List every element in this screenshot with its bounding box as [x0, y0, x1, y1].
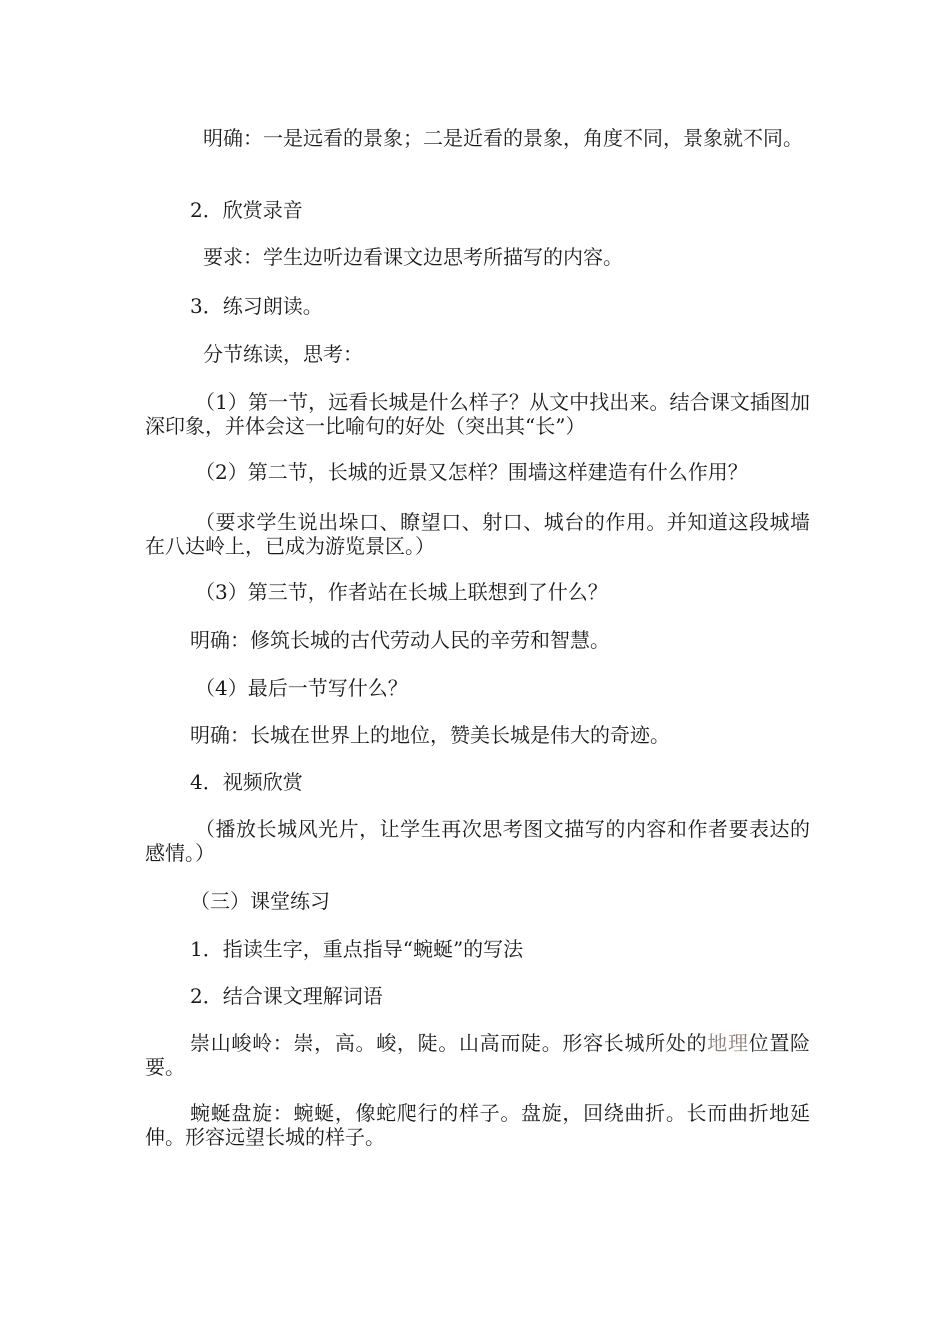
paragraph-term-chongshan — [145, 1031, 810, 1079]
paragraph-clarify-labor: 明确：修筑长城的古代劳动人民的辛劳和智慧。 — [190, 628, 610, 652]
paragraph-section-1: （1）第一节，远看长城是什么样子？从文中找出来。结合课文插图加深印象，并体会这一比喻句的好处（突出其“长”） — [145, 390, 810, 438]
paragraph-term-wanyan: 蜿蜒盘旋：蜿蜒，像蛇爬行的样子。盘旋，回绕曲折。长而曲折地延伸。形容远望长城的样子。 — [145, 1101, 810, 1149]
paragraph-section-2-note: （要求学生说出垛口、瞭望口、射口、城台的作用。并知道这段城墙在八达岭上，已成为游览景区。） — [145, 510, 810, 558]
paragraph-section-4: （4）最后一节写什么？ — [195, 676, 408, 700]
paragraph-video-note: （播放长城风光片，让学生再次思考图文描写的内容和作者要表达的感情。） — [145, 817, 810, 865]
paragraph-practice-2: 2．结合课文理解词语 — [190, 984, 383, 1008]
term-chongshan-text: 崇山峻岭：崇，高。峻，陡。山高而陡。形容长城所处的 — [190, 1031, 708, 1055]
paragraph-clarify-views: 明确：一是远看的景象；二是近看的景象，角度不同，景象就不同。 — [203, 126, 803, 150]
paragraph-section-3: （3）第三节，作者站在长城上联想到了什么？ — [195, 580, 608, 604]
paragraph-section-reading: 分节练读，思考： — [203, 342, 363, 366]
paragraph-requirement: 要求：学生边听边看课文边思考所描写的内容。 — [203, 245, 623, 269]
heading-listen-recording: 2．欣赏录音 — [190, 198, 303, 222]
term-chongshan-end: 位置险要。 — [145, 1031, 811, 1079]
heading-video: 4．视频欣赏 — [190, 770, 303, 794]
paragraph-section-2: （2）第二节，长城的近景又怎样？围墙这样建造有什么作用？ — [195, 460, 748, 484]
heading-class-practice: （三）课堂练习 — [190, 889, 330, 913]
term-geography-text: 地理 — [707, 1031, 749, 1055]
paragraph-clarify-status: 明确：长城在世界上的地位，赞美长城是伟大的奇迹。 — [190, 723, 670, 747]
heading-practice-reading: 3．练习朗读。 — [190, 294, 323, 318]
paragraph-practice-1: 1．指读生字，重点指导“蜿蜒”的写法 — [190, 937, 524, 961]
